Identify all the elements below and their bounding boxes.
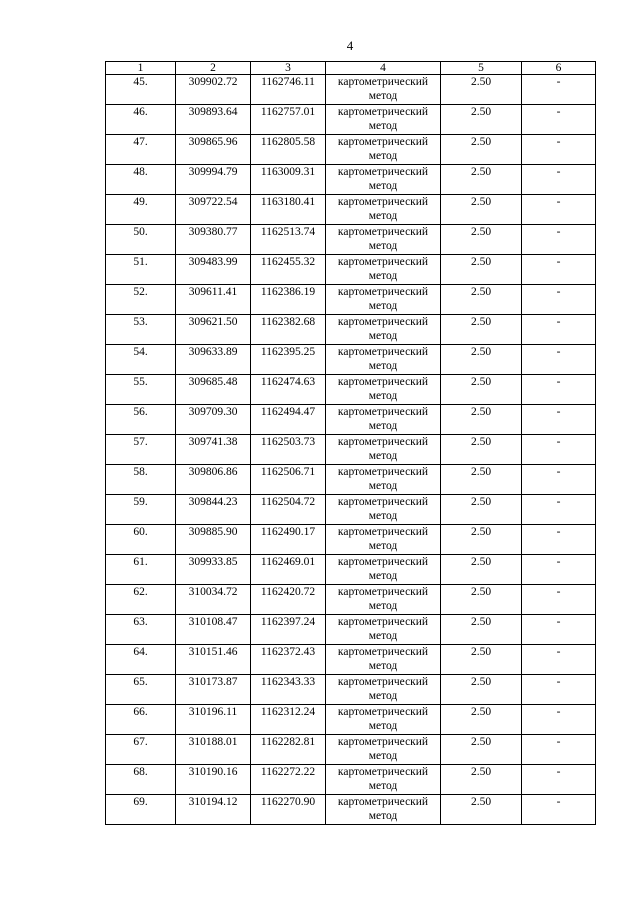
- y-coordinate-cell: 1162397.24: [251, 615, 326, 645]
- note-cell: -: [522, 315, 596, 345]
- table-row: [106, 165, 596, 195]
- method-cell: картометрический метод: [326, 495, 441, 525]
- accuracy-cell: 2.50: [441, 705, 522, 735]
- method-cell: картометрический метод: [326, 615, 441, 645]
- method-cell: картометрический метод: [326, 75, 441, 105]
- column-header: 5: [441, 62, 522, 75]
- accuracy-cell: 2.50: [441, 285, 522, 315]
- y-coordinate-cell: 1162746.11: [251, 75, 326, 105]
- row-number-cell: 67.: [106, 735, 176, 765]
- row-number-cell: 63.: [106, 615, 176, 645]
- table-row: [106, 75, 596, 105]
- x-coordinate-cell: 309633.89: [176, 345, 251, 375]
- accuracy-cell: 2.50: [441, 495, 522, 525]
- x-coordinate-cell: 309933.85: [176, 555, 251, 585]
- x-coordinate-cell: 310196.11: [176, 705, 251, 735]
- note-cell: -: [522, 675, 596, 705]
- accuracy-cell: 2.50: [441, 225, 522, 255]
- accuracy-cell: 2.50: [441, 405, 522, 435]
- method-cell: картометрический метод: [326, 405, 441, 435]
- method-cell: картометрический метод: [326, 675, 441, 705]
- note-cell: -: [522, 615, 596, 645]
- x-coordinate-cell: 309722.54: [176, 195, 251, 225]
- note-cell: -: [522, 765, 596, 795]
- x-coordinate-cell: 309844.23: [176, 495, 251, 525]
- column-header: 1: [106, 62, 176, 75]
- accuracy-cell: 2.50: [441, 765, 522, 795]
- y-coordinate-cell: 1162372.43: [251, 645, 326, 675]
- method-cell: картометрический метод: [326, 255, 441, 285]
- y-coordinate-cell: 1162494.47: [251, 405, 326, 435]
- accuracy-cell: 2.50: [441, 585, 522, 615]
- y-coordinate-cell: 1162504.72: [251, 495, 326, 525]
- x-coordinate-cell: 309885.90: [176, 525, 251, 555]
- y-coordinate-cell: 1162474.63: [251, 375, 326, 405]
- table-row: [106, 735, 596, 765]
- table-row: [106, 465, 596, 495]
- method-cell: картометрический метод: [326, 645, 441, 675]
- note-cell: -: [522, 195, 596, 225]
- y-coordinate-cell: 1162386.19: [251, 285, 326, 315]
- table-row: [106, 765, 596, 795]
- table-row: [106, 495, 596, 525]
- method-cell: картометрический метод: [326, 765, 441, 795]
- table-row: [106, 405, 596, 435]
- note-cell: -: [522, 255, 596, 285]
- method-cell: картометрический метод: [326, 525, 441, 555]
- row-number-cell: 69.: [106, 795, 176, 825]
- coordinates-table: [105, 61, 596, 825]
- table-row: [106, 285, 596, 315]
- note-cell: -: [522, 645, 596, 675]
- y-coordinate-cell: 1162395.25: [251, 345, 326, 375]
- accuracy-cell: 2.50: [441, 165, 522, 195]
- note-cell: -: [522, 555, 596, 585]
- method-cell: картометрический метод: [326, 315, 441, 345]
- accuracy-cell: 2.50: [441, 75, 522, 105]
- table-row: [106, 225, 596, 255]
- row-number-cell: 66.: [106, 705, 176, 735]
- table-row: [106, 435, 596, 465]
- x-coordinate-cell: 310188.01: [176, 735, 251, 765]
- accuracy-cell: 2.50: [441, 135, 522, 165]
- x-coordinate-cell: 309806.86: [176, 465, 251, 495]
- row-number-cell: 55.: [106, 375, 176, 405]
- header-row: [106, 62, 596, 75]
- x-coordinate-cell: 309483.99: [176, 255, 251, 285]
- x-coordinate-cell: 309709.30: [176, 405, 251, 435]
- method-cell: картометрический метод: [326, 375, 441, 405]
- method-cell: картометрический метод: [326, 105, 441, 135]
- y-coordinate-cell: 1162490.17: [251, 525, 326, 555]
- note-cell: -: [522, 585, 596, 615]
- method-cell: картометрический метод: [326, 585, 441, 615]
- note-cell: -: [522, 165, 596, 195]
- table-row: [106, 525, 596, 555]
- note-cell: -: [522, 795, 596, 825]
- table-row: [106, 315, 596, 345]
- row-number-cell: 68.: [106, 765, 176, 795]
- column-header: 3: [251, 62, 326, 75]
- row-number-cell: 61.: [106, 555, 176, 585]
- row-number-cell: 59.: [106, 495, 176, 525]
- table-body: [106, 75, 596, 825]
- row-number-cell: 45.: [106, 75, 176, 105]
- row-number-cell: 54.: [106, 345, 176, 375]
- row-number-cell: 60.: [106, 525, 176, 555]
- row-number-cell: 58.: [106, 465, 176, 495]
- x-coordinate-cell: 309865.96: [176, 135, 251, 165]
- y-coordinate-cell: 1162506.71: [251, 465, 326, 495]
- accuracy-cell: 2.50: [441, 555, 522, 585]
- x-coordinate-cell: 309685.48: [176, 375, 251, 405]
- row-number-cell: 62.: [106, 585, 176, 615]
- column-header: 6: [522, 62, 596, 75]
- y-coordinate-cell: 1162382.68: [251, 315, 326, 345]
- table-row: [106, 135, 596, 165]
- row-number-cell: 56.: [106, 405, 176, 435]
- method-cell: картометрический метод: [326, 195, 441, 225]
- accuracy-cell: 2.50: [441, 645, 522, 675]
- table-row: [106, 195, 596, 225]
- row-number-cell: 49.: [106, 195, 176, 225]
- note-cell: -: [522, 75, 596, 105]
- row-number-cell: 50.: [106, 225, 176, 255]
- accuracy-cell: 2.50: [441, 465, 522, 495]
- note-cell: -: [522, 285, 596, 315]
- table-row: [106, 555, 596, 585]
- column-header: 2: [176, 62, 251, 75]
- table-row: [106, 675, 596, 705]
- note-cell: -: [522, 465, 596, 495]
- x-coordinate-cell: 310190.16: [176, 765, 251, 795]
- row-number-cell: 51.: [106, 255, 176, 285]
- accuracy-cell: 2.50: [441, 615, 522, 645]
- note-cell: -: [522, 225, 596, 255]
- table-row: [106, 255, 596, 285]
- x-coordinate-cell: 309994.79: [176, 165, 251, 195]
- table-row: [106, 585, 596, 615]
- table-row: [106, 645, 596, 675]
- y-coordinate-cell: 1162282.81: [251, 735, 326, 765]
- row-number-cell: 53.: [106, 315, 176, 345]
- y-coordinate-cell: 1162503.73: [251, 435, 326, 465]
- note-cell: -: [522, 345, 596, 375]
- method-cell: картометрический метод: [326, 225, 441, 255]
- table-row: [106, 105, 596, 135]
- method-cell: картометрический метод: [326, 555, 441, 585]
- accuracy-cell: 2.50: [441, 315, 522, 345]
- column-header: 4: [326, 62, 441, 75]
- x-coordinate-cell: 310151.46: [176, 645, 251, 675]
- note-cell: -: [522, 135, 596, 165]
- x-coordinate-cell: 309741.38: [176, 435, 251, 465]
- method-cell: картометрический метод: [326, 705, 441, 735]
- x-coordinate-cell: 310034.72: [176, 585, 251, 615]
- table-header: [106, 62, 596, 75]
- row-number-cell: 47.: [106, 135, 176, 165]
- row-number-cell: 46.: [106, 105, 176, 135]
- y-coordinate-cell: 1162420.72: [251, 585, 326, 615]
- method-cell: картометрический метод: [326, 465, 441, 495]
- x-coordinate-cell: 310173.87: [176, 675, 251, 705]
- note-cell: -: [522, 105, 596, 135]
- method-cell: картометрический метод: [326, 435, 441, 465]
- row-number-cell: 52.: [106, 285, 176, 315]
- accuracy-cell: 2.50: [441, 255, 522, 285]
- y-coordinate-cell: 1162343.33: [251, 675, 326, 705]
- accuracy-cell: 2.50: [441, 195, 522, 225]
- x-coordinate-cell: 309621.50: [176, 315, 251, 345]
- accuracy-cell: 2.50: [441, 105, 522, 135]
- x-coordinate-cell: 310194.12: [176, 795, 251, 825]
- accuracy-cell: 2.50: [441, 375, 522, 405]
- y-coordinate-cell: 1162805.58: [251, 135, 326, 165]
- method-cell: картометрический метод: [326, 135, 441, 165]
- note-cell: -: [522, 405, 596, 435]
- x-coordinate-cell: 310108.47: [176, 615, 251, 645]
- accuracy-cell: 2.50: [441, 345, 522, 375]
- y-coordinate-cell: 1163180.41: [251, 195, 326, 225]
- y-coordinate-cell: 1163009.31: [251, 165, 326, 195]
- y-coordinate-cell: 1162455.32: [251, 255, 326, 285]
- note-cell: -: [522, 375, 596, 405]
- row-number-cell: 57.: [106, 435, 176, 465]
- x-coordinate-cell: 309902.72: [176, 75, 251, 105]
- accuracy-cell: 2.50: [441, 735, 522, 765]
- table-row: [106, 615, 596, 645]
- table-row: [106, 375, 596, 405]
- table-row: [106, 795, 596, 825]
- row-number-cell: 65.: [106, 675, 176, 705]
- method-cell: картометрический метод: [326, 345, 441, 375]
- y-coordinate-cell: 1162270.90: [251, 795, 326, 825]
- note-cell: -: [522, 435, 596, 465]
- x-coordinate-cell: 309893.64: [176, 105, 251, 135]
- note-cell: -: [522, 705, 596, 735]
- accuracy-cell: 2.50: [441, 675, 522, 705]
- table-row: [106, 705, 596, 735]
- row-number-cell: 64.: [106, 645, 176, 675]
- method-cell: картометрический метод: [326, 735, 441, 765]
- page-number: 4: [346, 38, 354, 53]
- method-cell: картометрический метод: [326, 165, 441, 195]
- note-cell: -: [522, 525, 596, 555]
- y-coordinate-cell: 1162312.24: [251, 705, 326, 735]
- y-coordinate-cell: 1162757.01: [251, 105, 326, 135]
- y-coordinate-cell: 1162513.74: [251, 225, 326, 255]
- y-coordinate-cell: 1162272.22: [251, 765, 326, 795]
- accuracy-cell: 2.50: [441, 435, 522, 465]
- table-row: [106, 345, 596, 375]
- note-cell: -: [522, 735, 596, 765]
- y-coordinate-cell: 1162469.01: [251, 555, 326, 585]
- accuracy-cell: 2.50: [441, 795, 522, 825]
- x-coordinate-cell: 309380.77: [176, 225, 251, 255]
- accuracy-cell: 2.50: [441, 525, 522, 555]
- method-cell: картометрический метод: [326, 285, 441, 315]
- x-coordinate-cell: 309611.41: [176, 285, 251, 315]
- method-cell: картометрический метод: [326, 795, 441, 825]
- row-number-cell: 48.: [106, 165, 176, 195]
- note-cell: -: [522, 495, 596, 525]
